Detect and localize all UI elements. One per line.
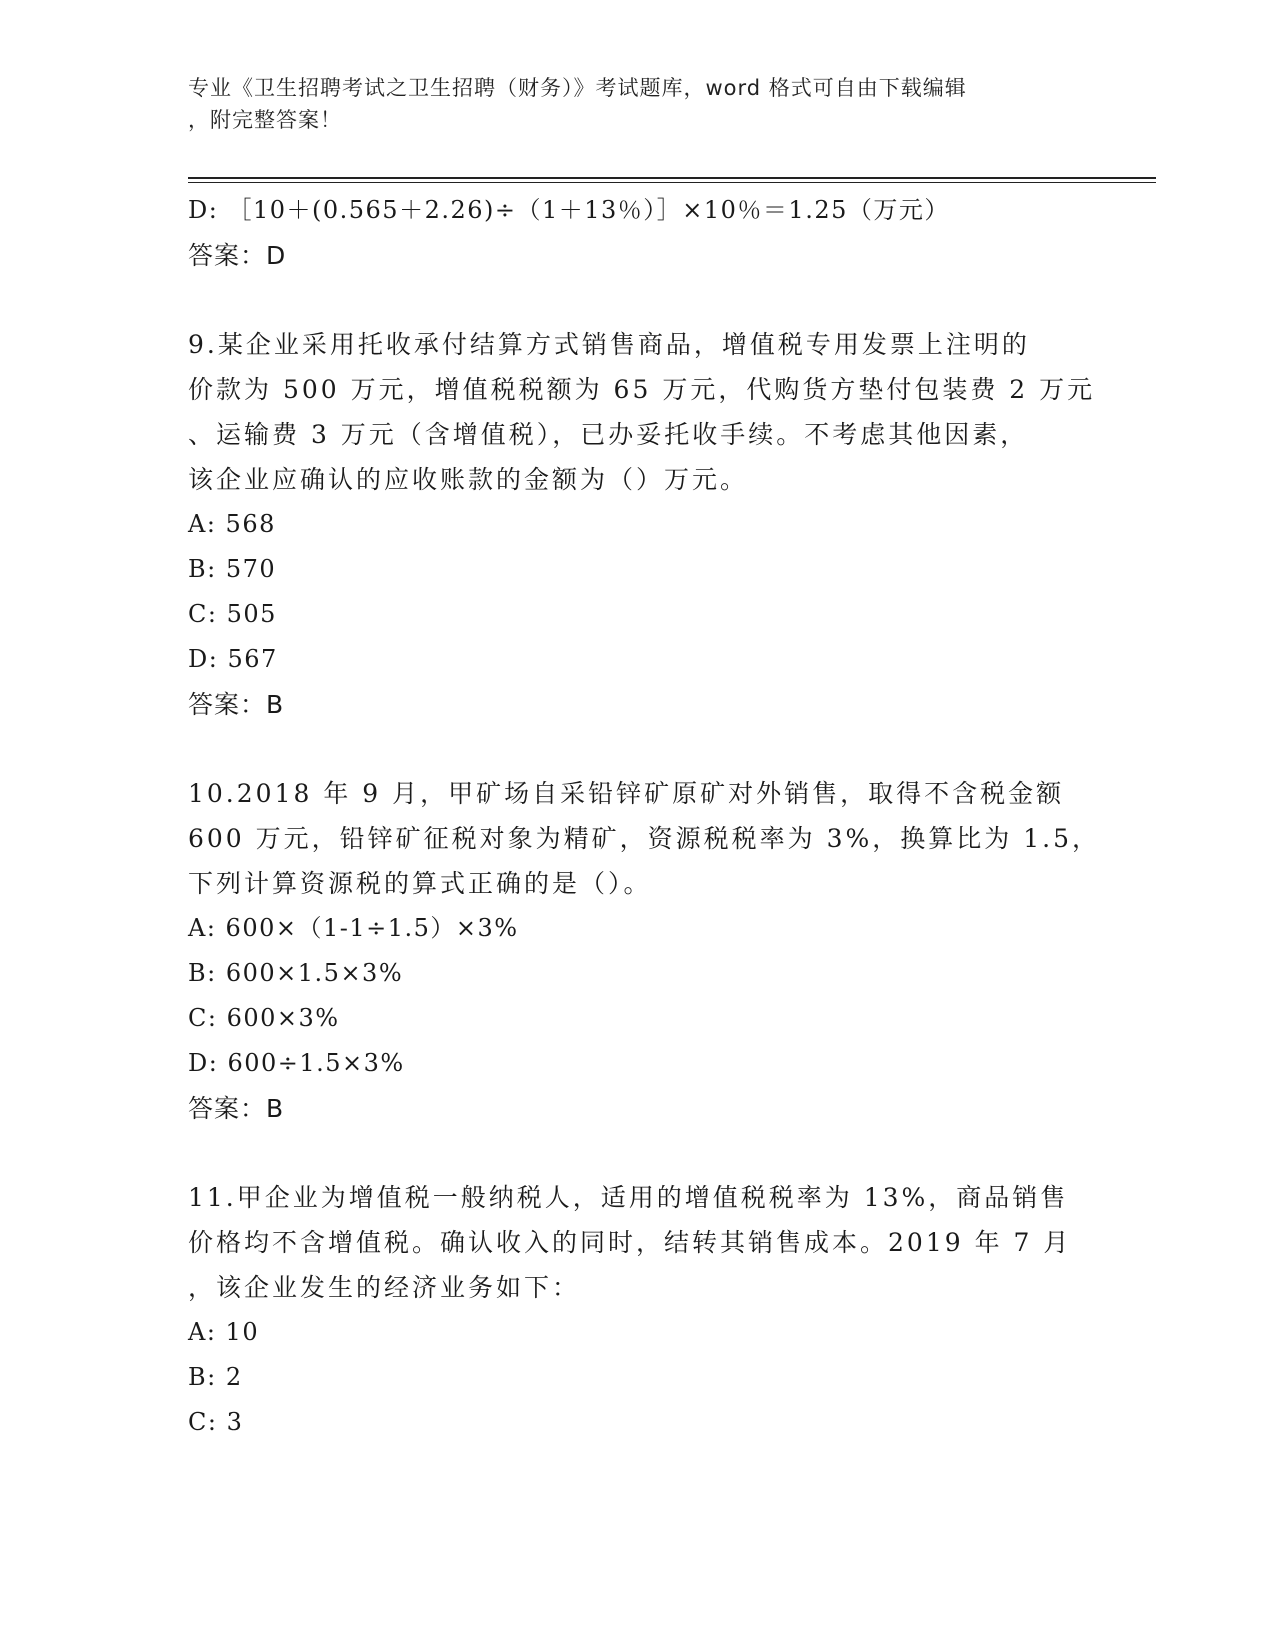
option-d: D: 600÷1.5×3%: [188, 1049, 405, 1077]
question-stem-line: ，该企业发生的经济业务如下：: [188, 1273, 581, 1302]
page-header: [188, 72, 1068, 136]
question-stem-line: 、运输费 3 万元（含增值税），已办妥托收手续。不考虑其他因素，: [188, 420, 1029, 449]
prev-option-d: D: ［10＋(0.565＋2.26)÷（1＋13％）］×10％＝1.25（万元）: [188, 196, 950, 224]
spacer: [188, 1131, 1088, 1175]
header-rule-thick: [188, 177, 1156, 179]
option-b: B: 2: [188, 1363, 243, 1391]
header-line-1: 专业《卫生招聘考试之卫生招聘（财务）》考试题库，word 格式可自由下载编辑: [188, 76, 967, 100]
answer-label: 答案：B: [188, 690, 285, 719]
spacer: [188, 278, 1088, 322]
question-9: [188, 322, 1096, 727]
question-stem-line: 价款为 500 万元，增值税税额为 65 万元，代购货方垫付包装费 2 万元: [188, 375, 1096, 404]
header-line-2: ，附完整答案！: [188, 108, 342, 132]
answer-label: 答案：B: [188, 1094, 285, 1123]
option-a: A: 568: [188, 510, 276, 538]
option-d: D: 567: [188, 645, 278, 673]
spacer: [188, 727, 1088, 771]
question-stem-line: 9.某企业采用托收承付结算方式销售商品，增值税专用发票上注明的: [188, 330, 1030, 359]
question-stem-line: 下列计算资源税的算式正确的是（）。: [188, 869, 652, 898]
option-c: C: 600×3%: [188, 1004, 340, 1032]
question-stem-line: 价格均不含增值税。确认收入的同时，结转其销售成本。2019 年 7 月: [188, 1228, 1072, 1257]
option-a: A: 600×（1-1÷1.5）×3%: [188, 914, 519, 942]
option-a: A: 10: [188, 1318, 260, 1346]
question-stem-line: 600 万元，铅锌矿征税对象为精矿，资源税税率为 3%，换算比为 1.5，: [188, 824, 1100, 853]
question-stem-line: 10.2018 年 9 月，甲矿场自采铅锌矿原矿对外销售，取得不含税金额: [188, 779, 1065, 808]
question-stem-line: 该企业应确认的应收账款的金额为（）万元。: [188, 465, 749, 494]
question-11: [188, 1175, 1088, 1445]
option-c: C: 3: [188, 1408, 244, 1436]
question-stem-line: 11.甲企业为增值税一般纳税人，适用的增值税税率为 13%，商品销售: [188, 1183, 1069, 1212]
option-c: C: 505: [188, 600, 277, 628]
header-rule-thin: [188, 182, 1156, 183]
document-body: [188, 188, 1100, 1445]
option-b: B: 600×1.5×3%: [188, 959, 404, 987]
option-b: B: 570: [188, 555, 277, 583]
question-10: [188, 771, 1100, 1131]
prev-answer: 答案：D: [188, 241, 287, 270]
